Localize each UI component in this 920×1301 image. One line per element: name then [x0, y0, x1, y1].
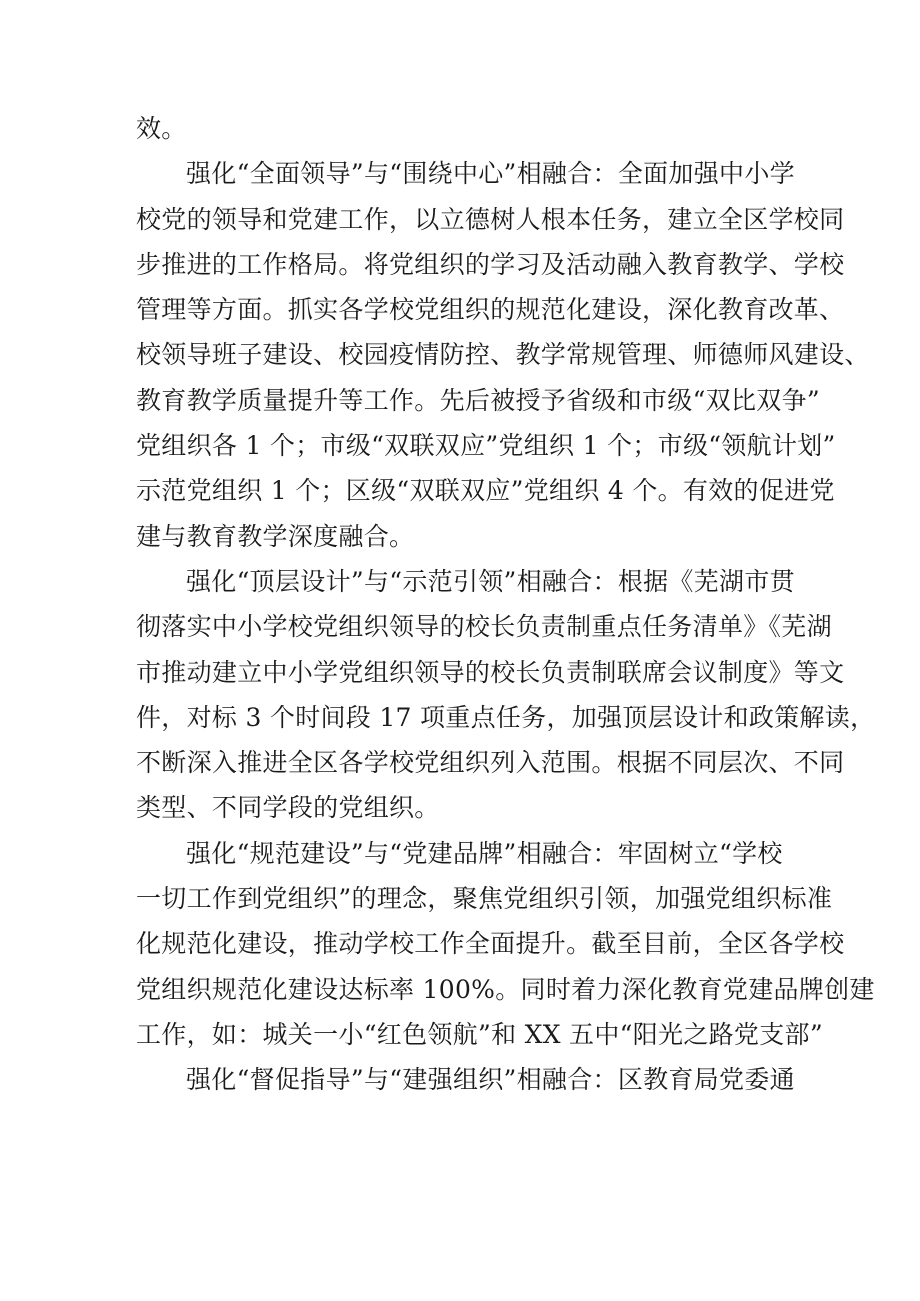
text-line: 不断深入推进全区各学校党组织列入范围。根据不同层次、不同	[136, 748, 845, 778]
paragraph-start-line: 强化“顶层设计”与“示范引领”相融合：根据《芜湖市贯	[186, 566, 795, 596]
paragraph-start-line: 强化“督促指导”与“建强组织”相融合：区教育局党委通	[186, 1065, 795, 1095]
text-line: 彻落实中小学校党组织领导的校长负责制重点任务清单》《芜湖	[136, 612, 832, 642]
text-line: 校党的领导和党建工作，以立德树人根本任务，建立全区学校同	[136, 204, 845, 234]
paragraph-start-line: 强化“规范建设”与“党建品牌”相融合：牢固树立“学校	[186, 838, 783, 868]
text-line: 党组织各 1 个；市级“双联双应”党组织 1 个；市级“领航计划”	[136, 431, 836, 461]
text-line: 化规范化建设，推动学校工作全面提升。截至目前，全区各学校	[136, 929, 845, 959]
text-line: 市推动建立中小学党组织领导的校长负责制联席会议制度》等文	[136, 657, 845, 687]
text-line: 步推进的工作格局。将党组织的学习及活动融入教育教学、学校	[136, 249, 845, 279]
text-line: 教育教学质量提升等工作。先后被授予省级和市级“双比双争”	[136, 385, 820, 415]
text-line: 校领导班子建设、校园疫情防控、教学常规管理、师德师风建设、	[136, 340, 870, 370]
body-text	[136, 106, 876, 1103]
text-line: 工作，如：城关一小“红色领航”和 XX 五中“阳光之路党支部”	[136, 1019, 823, 1049]
text-line: 件，对标 3 个时间段 17 项重点任务，加强顶层设计和政策解读，	[136, 702, 876, 732]
text-line: 示范党组织 1 个；区级“双联双应”党组织 4 个。有效的促进党	[136, 476, 835, 506]
text-line: 建与教育教学深度融合。	[136, 521, 415, 551]
text-line: 党组织规范化建设达标率 100%。同时着力深化教育党建品牌创建	[136, 974, 875, 1004]
text-line: 类型、不同学段的党组织。	[136, 793, 440, 823]
text-line: 管理等方面。抓实各学校党组织的规范化建设，深化教育改革、	[136, 295, 845, 325]
paragraph-start-line: 强化“全面领导”与“围绕中心”相融合：全面加强中小学	[186, 159, 795, 189]
text-line: 一切工作到党组织”的理念，聚焦党组织引领，加强党组织标准	[136, 884, 833, 914]
text-line: 效。	[136, 114, 187, 143]
